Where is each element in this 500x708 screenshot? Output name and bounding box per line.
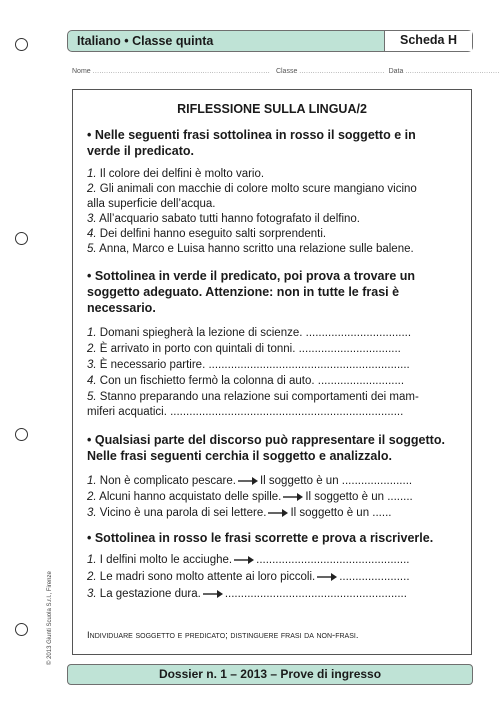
learning-objective: Individuare soggetto e predicato; distinguere frasi da non-frasi.: [87, 630, 359, 641]
arrow-right-icon: [317, 573, 337, 581]
section-2-instruction: [87, 268, 459, 316]
section-4-instruction: [87, 530, 459, 546]
instruction-line: • Nelle seguenti frasi sottolinea in rosso il soggetto e in: [87, 128, 416, 142]
item-text: Con un fischietto fermò la colonna di auto. ...........................: [99, 375, 405, 387]
section-1-instruction: [87, 127, 459, 159]
item-text: È arrivato in porto con quintali di tonni. ................................: [99, 343, 401, 355]
item-number: 1.: [87, 554, 97, 566]
item-text: È necessario partire. ...............................................................: [99, 359, 410, 371]
exercise-item: [87, 374, 461, 389]
exercise-item: [87, 490, 461, 505]
item-number: 2.: [87, 183, 97, 195]
item-text: I delfini molto le acciughe.: [99, 554, 233, 566]
exercise-item: [87, 242, 461, 257]
header-bar: [67, 30, 473, 52]
item-text: Dei delfini hanno eseguito salti sorprendenti.: [99, 228, 327, 240]
section-3-instruction: [87, 432, 459, 464]
exercise-item: [87, 212, 461, 227]
arrow-right-icon: [268, 509, 288, 517]
copyright-notice: © 2013 Giunti Scuola S.r.l., Firenze: [47, 571, 53, 665]
arrow-right-icon: [203, 590, 223, 598]
arrow-right-icon: [238, 477, 258, 485]
binder-hole: [15, 623, 28, 636]
item-number: 3.: [87, 213, 97, 225]
item-text: Domani spiegherà la lezione di scienze. .................................: [99, 327, 412, 339]
item-text: All’acquario sabato tutti hanno fotografato il delfino.: [99, 213, 360, 225]
item-text: Stanno preparando una relazione sui comportamenti dei mam-: [99, 391, 419, 403]
item-text: Alcuni hanno acquistato delle spille.: [99, 491, 282, 503]
instruction-line: Nelle frasi seguenti cerchia il soggetto e analizzalo.: [87, 449, 392, 463]
item-text: alla superficie dell’acqua.: [87, 197, 216, 210]
arrow-right-icon: [283, 493, 303, 501]
exercise-item: [87, 358, 461, 373]
item-number: 2.: [87, 571, 97, 583]
item-number: 2.: [87, 491, 97, 503]
item-text: La gestazione dura.: [99, 588, 201, 600]
exercise-item: [87, 167, 461, 182]
binder-hole: [15, 232, 28, 245]
instruction-line: necessario.: [87, 301, 156, 315]
item-number: 1.: [87, 475, 97, 487]
item-number: 3.: [87, 507, 97, 519]
item-answer: ......................: [339, 571, 410, 583]
student-info-line: Nome ............................................................................... Classe ...................................... Data ..........................................: [72, 68, 500, 75]
exercise-item: [87, 474, 461, 489]
item-text: Anna, Marco e Luisa hanno scritto una relazione sulle balene.: [99, 243, 414, 255]
exercise-item: [87, 570, 461, 585]
item-answer: ................................................: [256, 554, 410, 566]
item-answer: Il soggetto è un ......................: [259, 475, 413, 487]
item-answer: Il soggetto è un ........: [305, 491, 413, 503]
instruction-line: verde il predicato.: [87, 144, 194, 158]
item-number: 3.: [87, 359, 97, 371]
item-number: 4.: [87, 228, 97, 240]
sheet-label: Scheda H: [384, 31, 472, 51]
exercise-item: [87, 342, 461, 357]
worksheet-title: RIFLESSIONE SULLA LINGUA/2: [177, 102, 367, 116]
item-text: Vicino è una parola di sei lettere.: [99, 507, 267, 519]
exercise-item: [87, 227, 461, 242]
exercise-item: [87, 553, 461, 568]
data-label: Data: [388, 68, 404, 75]
instruction-line: • Qualsiasi parte del discorso può rappresentare il soggetto.: [87, 433, 445, 447]
exercise-item: [87, 587, 461, 602]
item-number: 4.: [87, 375, 97, 387]
instruction-line: • Sottolinea in rosso le frasi scorrette e prova a riscriverle.: [87, 531, 434, 545]
instruction-line: • Sottolinea in verde il predicato, poi prova a trovare un: [87, 269, 416, 283]
item-text: Non è complicato pescare.: [99, 475, 236, 487]
item-number: 2.: [87, 343, 97, 355]
arrow-right-icon: [234, 556, 254, 564]
instruction-line: soggetto adeguato. Attenzione: non in tutte le frasi è: [87, 285, 400, 299]
item-number: 1.: [87, 327, 97, 339]
exercise-item: [87, 506, 461, 521]
binder-hole: [15, 38, 28, 51]
exercise-item: [87, 326, 461, 341]
item-text: Gli animali con macchie di colore molto scure mangiano vicino: [99, 183, 417, 195]
item-answer: .........................................................: [224, 588, 407, 600]
exercise-item: [87, 182, 461, 211]
item-number: 5.: [87, 243, 97, 255]
exercise-item: [87, 390, 461, 419]
item-text: Il colore dei delfini è molto vario.: [99, 168, 265, 180]
item-number: 3.: [87, 588, 97, 600]
item-text: miferi acquatici. .........................................................................: [87, 405, 404, 418]
item-number: 5.: [87, 391, 97, 403]
worksheet-box: [72, 89, 472, 655]
classe-label: Classe: [275, 68, 298, 75]
nome-label: Nome: [72, 68, 91, 75]
item-text: Le madri sono molto attente ai loro piccoli.: [99, 571, 316, 583]
item-number: 1.: [87, 168, 97, 180]
subject-label: Italiano • Classe quinta: [77, 34, 214, 48]
footer-bar: Dossier n. 1 – 2013 – Prove di ingresso: [67, 664, 473, 685]
item-answer: Il soggetto è un ......: [290, 507, 392, 519]
binder-hole: [15, 428, 28, 441]
